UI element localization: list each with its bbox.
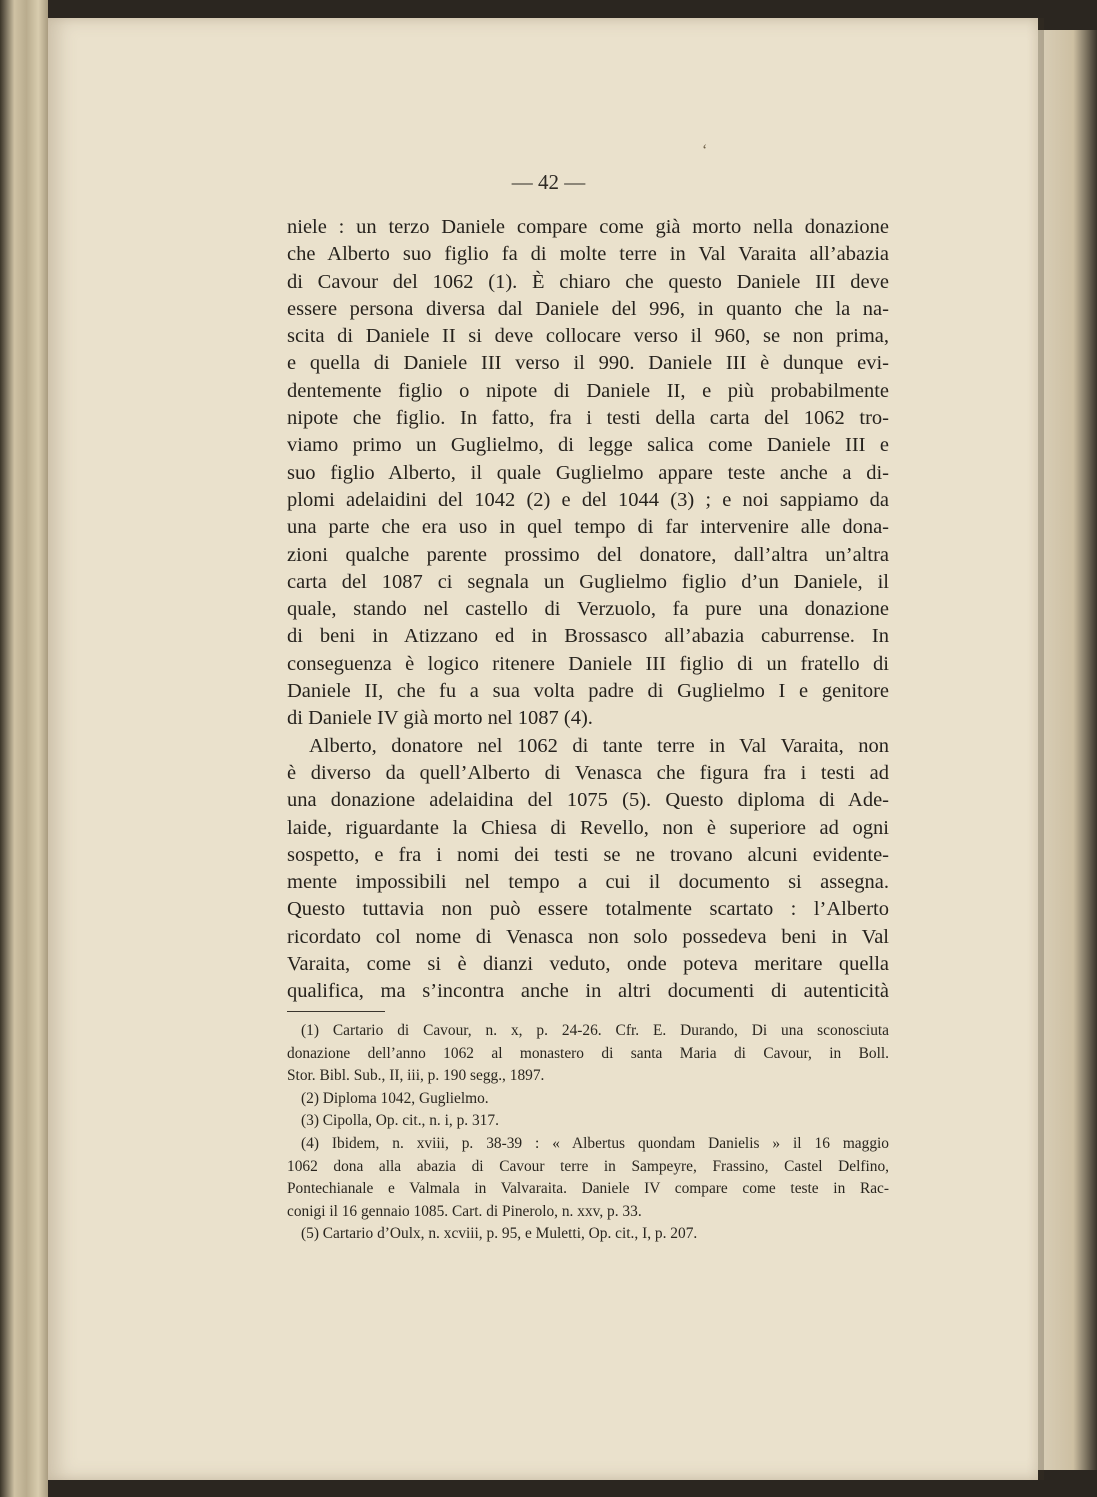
page-number: — 42 — bbox=[511, 170, 586, 194]
footnote-line: Stor. Bibl. Sub., II, iii, p. 190 segg., 1897. bbox=[287, 1067, 545, 1085]
footnote-line: conigi il 16 gennaio 1085. Cart. di Pinerolo, n. xxv, p. 33. bbox=[287, 1202, 642, 1220]
text-line: ricordato col nome di Venasca non solo possedeva beni in Val bbox=[287, 925, 889, 948]
footnotes bbox=[287, 1020, 889, 1246]
book-binding-edge bbox=[0, 0, 48, 1497]
text-line: Alberto, donatore nel 1062 di tante terre in Val Varaita, non bbox=[309, 734, 889, 757]
ink-fleck: ‘ bbox=[702, 142, 708, 159]
footnote-line: (2) Diploma 1042, Guglielmo. bbox=[301, 1089, 489, 1107]
text-line: una parte che era uso in quel tempo di far intervenire alle dona- bbox=[287, 516, 889, 539]
footnote-line: (5) Cartario d’Oulx, n. xcviii, p. 95, e Muletti, Op. cit., I, p. 207. bbox=[301, 1225, 698, 1243]
text-line: di beni in Atizzano ed in Brossasco all’abazia caburrense. In bbox=[287, 625, 889, 648]
text-line: di Daniele IV già morto nel 1087 (4). bbox=[287, 707, 593, 730]
text-line: qualifica, ma s’incontra anche in altri documenti di autenticità bbox=[287, 980, 889, 1003]
page-edge-shadow bbox=[1038, 18, 1044, 1480]
text-line: mente impossibili nel tempo a cui il documento si assegna. bbox=[287, 871, 889, 894]
text-line: dentemente figlio o nipote di Daniele II, e più probabilmente bbox=[287, 379, 889, 402]
footnote-line: donazione dell’anno 1062 al monastero di santa Maria di Cavour, in Boll. bbox=[287, 1044, 889, 1062]
text-line: Varaita, come si è dianzi veduto, onde poteva meritare quella bbox=[287, 953, 889, 976]
text-line: e quella di Daniele III verso il 990. Daniele III è dunque evi- bbox=[287, 352, 889, 375]
text-line: niele : un terzo Daniele compare come già morto nella donazione bbox=[287, 216, 889, 238]
main-text bbox=[287, 214, 889, 1006]
text-line: carta del 1087 ci segnala un Guglielmo figlio d’un Daniele, il bbox=[287, 570, 889, 593]
text-line: viamo primo un Guglielmo, di legge salica come Daniele III e bbox=[287, 434, 889, 457]
footnote-line: (1) Cartario di Cavour, n. x, p. 24-26. Cfr. E. Durando, Di una sconosciuta bbox=[301, 1022, 889, 1039]
text-line: quale, stando nel castello di Verzuolo, fa pure una donazione bbox=[287, 598, 889, 621]
footnote-line: (3) Cipolla, Op. cit., n. i, p. 317. bbox=[301, 1112, 499, 1130]
footnote-line: (4) Ibidem, n. xviii, p. 38-39 : « Albertus quondam Danielis » il 16 maggio bbox=[301, 1134, 889, 1152]
text-line: suo figlio Alberto, il quale Guglielmo appare teste anche a di- bbox=[287, 461, 889, 484]
adjacent-page-edge bbox=[1038, 30, 1097, 1470]
footnote-line: Pontechianale e Valmala in Valvaraita. Daniele IV compare come teste in Rac- bbox=[287, 1180, 889, 1198]
text-line: una donazione adelaidina del 1075 (5). Questo diploma di Ade- bbox=[287, 789, 889, 812]
text-line: di Cavour del 1062 (1). È chiaro che questo Daniele III deve bbox=[287, 270, 889, 293]
footnote-line: 1062 dona alla abazia di Cavour terre in Sampeyre, Frassino, Castel Delfino, bbox=[287, 1157, 889, 1175]
footnote-rule bbox=[287, 1011, 385, 1012]
text-line: essere persona diversa dal Daniele del 996, in quanto che la na- bbox=[287, 297, 889, 320]
text-line: conseguenza è logico ritenere Daniele III figlio di un fratello di bbox=[287, 652, 889, 675]
text-line: zioni qualche parente prossimo del donatore, dall’altra un’altra bbox=[287, 543, 889, 566]
text-line: Questo tuttavia non può essere totalmente scartato : l’Alberto bbox=[287, 898, 889, 921]
text-line: laide, riguardante la Chiesa di Revello, non è superiore ad ogni bbox=[287, 816, 889, 839]
text-line: è diverso da quell’Alberto di Venasca che figura fra i testi ad bbox=[287, 761, 889, 784]
text-line: scita di Daniele II si deve collocare verso il 960, se non prima, bbox=[287, 325, 889, 348]
text-line: plomi adelaidini del 1042 (2) e del 1044 (3) ; e noi sappiamo da bbox=[287, 488, 889, 511]
text-line: Daniele II, che fu a sua volta padre di Guglielmo I e genitore bbox=[287, 680, 889, 703]
text-line: che Alberto suo figlio fa di molte terre in Val Varaita all’abazia bbox=[287, 243, 889, 266]
text-line: nipote che figlio. In fatto, fra i testi della carta del 1062 tro- bbox=[287, 407, 889, 430]
text-line: sospetto, e fra i nomi dei testi se ne trovano alcuni evidente- bbox=[287, 843, 889, 866]
